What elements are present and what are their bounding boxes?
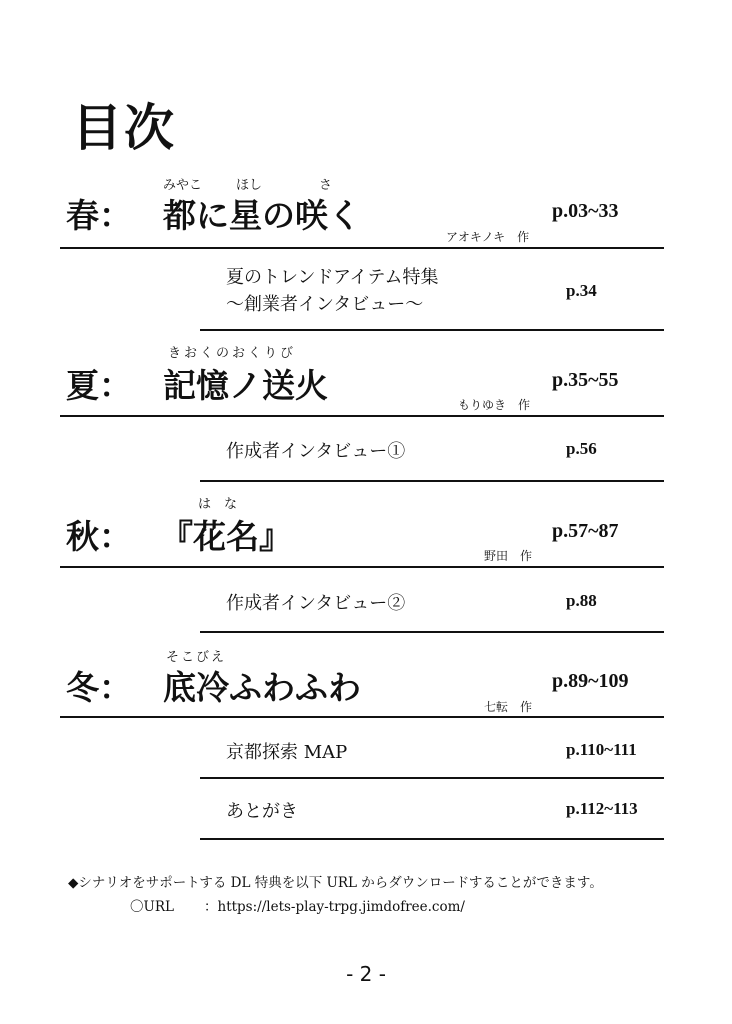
- scenario-title-autumn: 『花名』: [160, 517, 292, 556]
- scenario-title-spring: 都に星の咲く: [163, 196, 361, 235]
- divider: [60, 247, 664, 249]
- ruby-kioku: きおくのおくりび: [168, 346, 297, 361]
- feature-title-line2: ～創業者インタビュー～: [226, 294, 424, 315]
- page-range-summer: p.35~55: [552, 369, 619, 391]
- ruby-sokobie: そこびえ: [166, 650, 227, 665]
- divider: [60, 566, 664, 568]
- divider: [200, 329, 664, 331]
- ruby-hana: は な: [198, 497, 238, 512]
- divider: [200, 838, 664, 840]
- scenario-title-winter: 底冷ふわふわ: [163, 668, 361, 707]
- page-afterword: p.112~113: [566, 799, 638, 818]
- page-map: p.110~111: [566, 740, 637, 759]
- page-range-autumn: p.57~87: [552, 520, 619, 542]
- afterword-title: あとがき: [226, 801, 298, 822]
- ruby-sa: さ: [319, 178, 333, 193]
- page-range-spring: p.03~33: [552, 200, 619, 222]
- author-winter: 七転 作: [484, 700, 533, 714]
- page-feature: p.34: [566, 281, 597, 300]
- divider: [200, 777, 664, 779]
- page-interview-1: p.56: [566, 439, 597, 458]
- url-link[interactable]: ：https://lets-play-trpg.jimdofree.com/: [204, 899, 465, 915]
- page-number: - 2 -: [346, 962, 386, 986]
- ruby-hoshi: ほし: [236, 178, 263, 193]
- season-spring: 春：: [66, 196, 132, 235]
- interview-2-title: 作成者インタビュー②: [226, 593, 406, 614]
- divider: [60, 716, 664, 718]
- feature-title-line1: 夏のトレンドアイテム特集: [226, 267, 439, 288]
- season-winter: 冬：: [66, 668, 132, 707]
- map-title: 京都探索 MAP: [226, 742, 348, 763]
- url-label: 〇URL: [130, 899, 175, 915]
- download-note: ◆シナリオをサポートする DL 特典を以下 URL からダウンロードすることができます。: [68, 875, 603, 891]
- season-autumn: 秋：: [66, 517, 132, 556]
- divider: [60, 415, 664, 417]
- divider: [200, 631, 664, 633]
- scenario-title-summer: 記憶ノ送火: [163, 366, 328, 405]
- author-spring: アオキノキ 作: [446, 230, 530, 244]
- ruby-miyako: みやこ: [163, 178, 203, 193]
- page-title: 目次: [72, 98, 176, 157]
- author-summer: もりゆき 作: [458, 398, 531, 412]
- divider: [200, 480, 664, 482]
- season-summer: 夏：: [66, 366, 132, 405]
- page-range-winter: p.89~109: [552, 670, 629, 692]
- author-autumn: 野田 作: [484, 549, 533, 563]
- interview-1-title: 作成者インタビュー①: [226, 441, 406, 462]
- page-interview-2: p.88: [566, 591, 597, 610]
